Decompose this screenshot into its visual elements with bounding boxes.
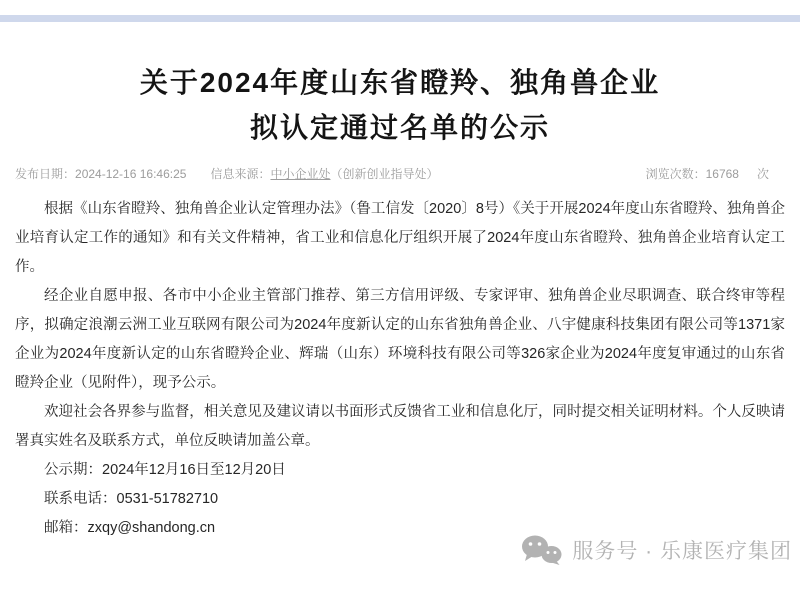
paragraph-supervision: 欢迎社会各界参与监督，相关意见及建议请以书面形式反馈省工业和信息化厅，同时提交相关证明材料。个人反映请署真实姓名及联系方式，单位反映请加盖公章。 bbox=[15, 404, 785, 449]
article-body bbox=[15, 195, 785, 543]
source-department-link[interactable]: 中小企业处 bbox=[270, 167, 331, 181]
wechat-service-watermark bbox=[521, 534, 792, 566]
paragraph-determination: 经企业自愿申报、各市中小企业主管部门推荐、第三方信用评级、专家评审、独角兽企业尽职调查、联合终审等程序，拟确定浪潮云洲工业互联网有限公司为2024年度新认定的山东省独角兽企业、八宇健康科技集团有限公司等1371家企业为2024年度新认定的山东省瞪羚企业、辉瑞（山东）环境科技有限公司等326家企业为2024年度复审通过的山东省瞪羚企业（见附件），现予公示。 bbox=[15, 288, 785, 391]
article-meta-bar bbox=[15, 165, 785, 182]
top-divider-strip bbox=[0, 15, 800, 22]
contact-phone-line: 联系电话：0531-51782710 bbox=[44, 491, 219, 507]
page-title-line1: 关于2024年度山东省瞪羚、独角兽企业 bbox=[139, 67, 661, 98]
meta-left-group bbox=[15, 165, 439, 182]
info-source bbox=[210, 165, 438, 182]
contact-email-line: 邮箱：zxqy@shandong.cn bbox=[44, 520, 216, 536]
info-source-rest: （创新创业指导处） bbox=[330, 167, 439, 181]
wechat-icon bbox=[521, 534, 563, 566]
paragraph-basis: 根据《山东省瞪羚、独角兽企业认定管理办法》（鲁工信发〔2020〕8号）《关于开展2024年度山东省瞪羚、独角兽企业培育认定工作的通知》和有关文件精神，省工业和信息化厅组织开展了2024年度山东省瞪羚、独角兽企业培育认定工作。 bbox=[15, 201, 785, 275]
info-source-label: 信息来源： bbox=[210, 167, 271, 181]
view-count bbox=[646, 165, 769, 182]
view-count-label: 浏览次数： bbox=[645, 167, 706, 181]
page-title bbox=[15, 60, 785, 150]
publish-date-label: 发布日期： bbox=[15, 167, 76, 181]
publish-date bbox=[15, 165, 186, 182]
publish-date-value: 2024-12-16 16:46:25 bbox=[75, 167, 187, 181]
notice-period-line: 公示期：2024年12月16日至12月20日 bbox=[44, 462, 286, 478]
article-content bbox=[15, 60, 785, 543]
page-title-line2: 拟认定通过名单的公示 bbox=[249, 112, 550, 143]
view-count-value: 16768 bbox=[705, 167, 739, 181]
view-count-unit: 次 bbox=[756, 167, 769, 181]
watermark-text: 服务号 · 乐康医疗集团 bbox=[572, 540, 792, 563]
